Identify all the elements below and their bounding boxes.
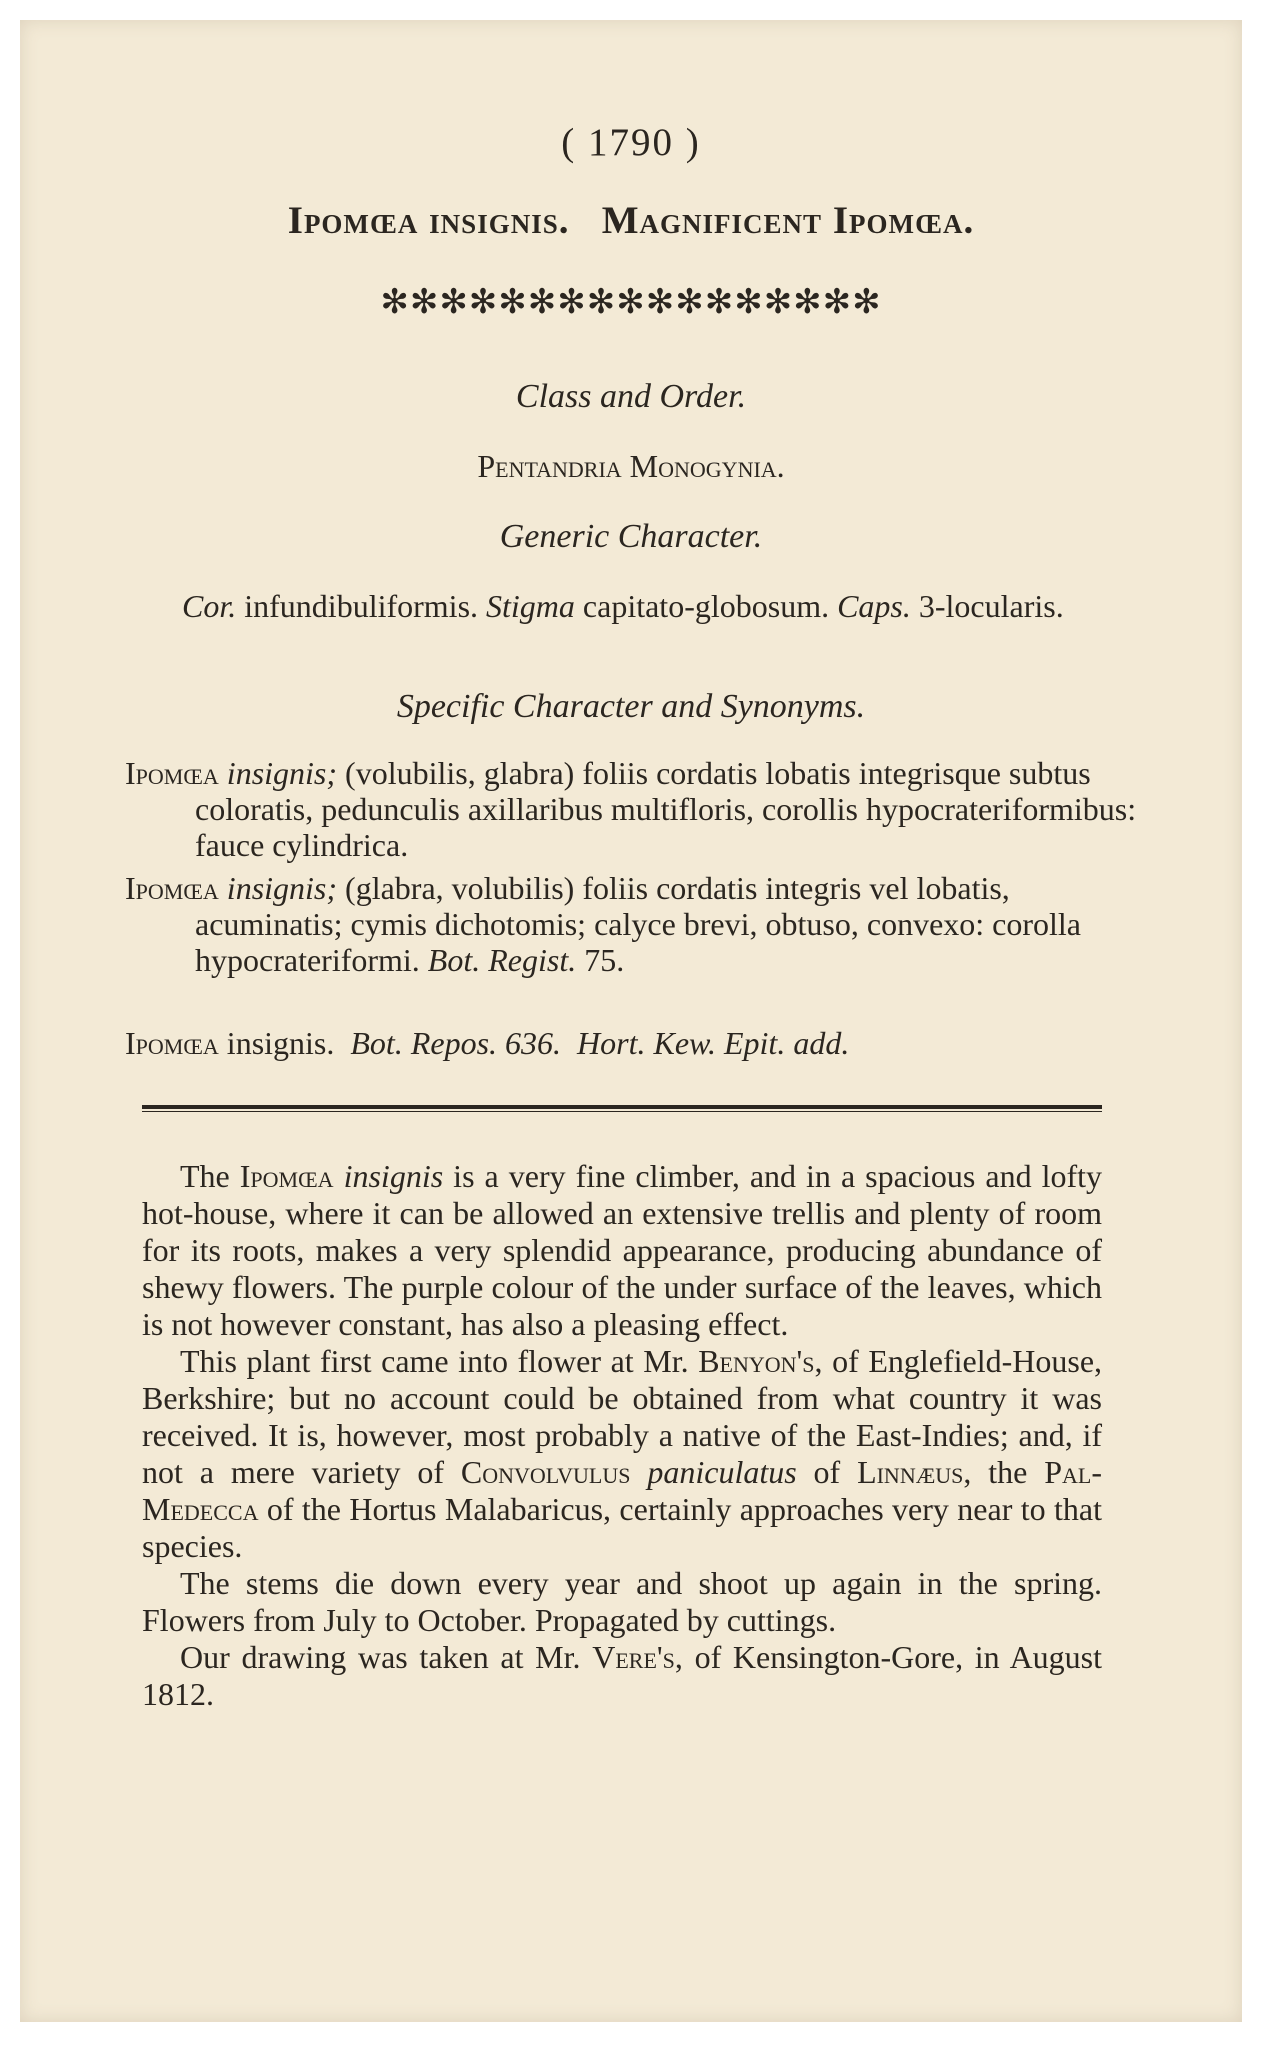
synonym-2 [125,870,1165,978]
text-run: the [988,1454,1028,1490]
synonym-text: (glabra, volubilis) foliis cordatis integris vel lobatis, acuminatis; cymis dichotomis; calyce brevi, obtuso, convexo: corolla hypocrateriformi. [195,870,1081,978]
stigma-text: capitato-globosum. [582,588,830,624]
page-number: ( 1790 ) [561,121,701,164]
synonym-reference-2: Hort. Kew. Epit. add. [577,1025,850,1061]
cor-text: infundibuliformis. [244,588,479,624]
synonym-species: insignis; [226,755,338,791]
class-value: Pentandria Monogynia. [477,448,785,484]
cor-label: Cor. [182,588,237,624]
synonym-genus: Ipomœa [125,1025,219,1061]
page-title [20,198,1242,243]
person-name: Benyon's, [698,1343,823,1379]
divider-rule [142,1105,1102,1109]
paragraph-3: The stems die down every year and shoot up again in the spring. Flowers from July to October. Propagated by cuttings. [142,1565,1102,1638]
synonym-genus: Ipomœa [125,755,219,791]
stigma-label: Stigma [486,588,575,624]
species-name: paniculatus [647,1454,797,1490]
synonym-genus: Ipomœa [125,870,219,906]
caps-text: 3-locularis. [918,588,1064,624]
synonym-reference: Bot. Regist. [427,942,577,978]
paragraph-4 [142,1639,1102,1713]
synonym-text: insignis. [226,1025,335,1061]
title-genus: Ipomœa [287,199,419,242]
title-species: insignis. [429,199,570,242]
generic-character [142,588,1102,625]
synonym-reference: Bot. Repos. [350,1025,498,1061]
paragraph-1 [142,1158,1102,1343]
synonym-1 [125,755,1165,863]
text-run: This plant first came into flower at Mr. [180,1343,689,1379]
synonym-reference-number: 75. [584,942,625,978]
text-run: of [813,1454,841,1490]
synonym-3 [125,1025,1165,1061]
text-run: of the Hortus Malabaricus, certainly approaches very near to that species. [142,1491,1103,1564]
person-name: Linnæus, [857,1454,972,1490]
plant-name: Pal-Medecca [142,1454,1102,1527]
synonym-reference-number: 636. [505,1025,562,1061]
paragraph-2 [142,1343,1102,1565]
divider-rule-thin [142,1111,1102,1112]
text-run: is a very fine climber, and in a spacious and lofty hot-house, where it can be allowed an extensive trellis and plenty of room for its roots, makes a very splendid appearance, producing abundance of shewy flowers. The purple colour of the under surface of the leaves, which is not however constant, has also a pleasing effect. [142,1158,1103,1342]
species-name: insignis [343,1158,444,1194]
text-run: The [180,1158,230,1194]
synonym-species: insignis; [226,870,338,906]
caps-label: Caps. [837,588,911,624]
description-body [142,1158,1102,1713]
text-run: of Kensington-Gore, in August 1812. [142,1639,1103,1712]
document-page [20,20,1242,2022]
genus-name: Convolvulus [460,1454,631,1490]
text-run: Our drawing was taken at Mr. [180,1639,581,1675]
generic-heading: Generic Character. [499,518,763,555]
person-name: Vere's, [592,1639,683,1675]
text-run: of Englefield-House, Berkshire; but no account could be obtained from what country it was received. It is, however, most probably a native of the East-Indies; and, if not a mere variety of [142,1343,1103,1490]
class-heading: Class and Order. [515,378,747,415]
specific-heading: Specific Character and Synonyms. [396,688,866,725]
title-common-name: Magnificent Ipomœa. [601,199,975,242]
ornament-divider: ✻✻✻✻✻✻✻✻✻✻✻✻✻✻✻✻✻ [380,284,882,321]
synonym-text: (volubilis, glabra) foliis cordatis lobatis integrisque subtus coloratis, pedunculis axillaribus multifloris, corollis hypocrateriformibus: fauce cylindrica. [195,755,1137,863]
genus-name: Ipomœa [239,1158,334,1194]
